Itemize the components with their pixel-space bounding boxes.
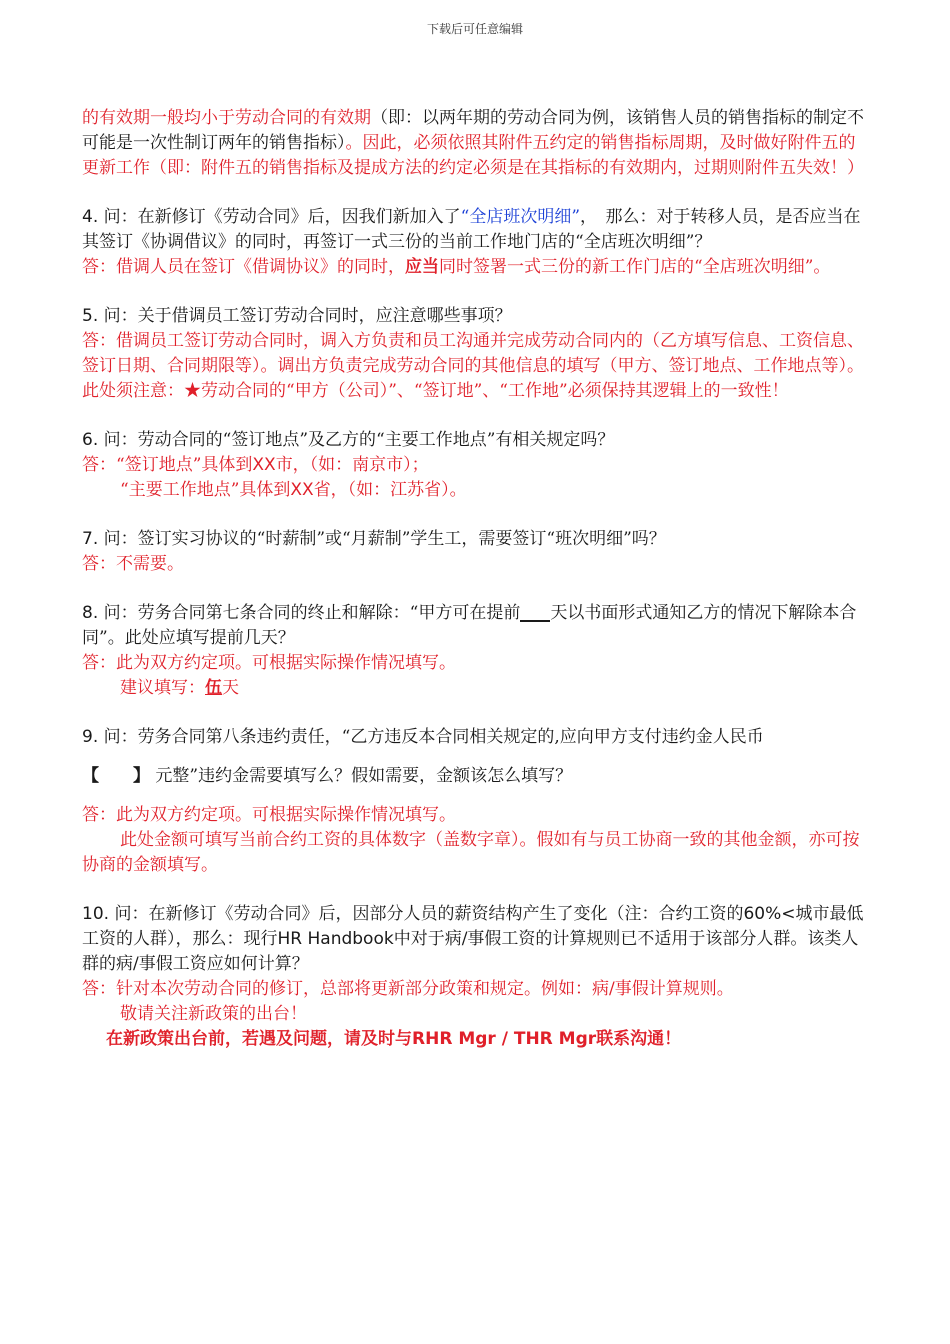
q9-answer: 答：此为双方约定项。可根据实际操作情况填写。 — [82, 805, 456, 825]
q8-suggestion-value: 伍 — [205, 678, 222, 698]
q8-suggestion — [82, 676, 872, 701]
q10-answer-note: 敬请关注新政策的出台！ — [120, 1004, 307, 1024]
q4-question — [82, 205, 872, 255]
q4-answer — [82, 255, 872, 280]
q9-bracket: 【 】 — [82, 766, 150, 786]
intro-paragraph — [82, 106, 872, 181]
q10-question-text-2: 城市最低工资的人群），那么：现行 — [82, 904, 864, 949]
q4-number: 4. — [82, 207, 99, 227]
q10-final-notice — [82, 1027, 872, 1052]
q8-number: 8. — [82, 603, 99, 623]
q6-question-text: 问：劳动合同的“签订地点”及乙方的“主要工作地点”有相关规定吗？ — [103, 430, 615, 450]
q8-suggestion-unit: 天 — [222, 678, 239, 698]
q6-answer-2-rest: 省，（如：江苏省）。 — [313, 480, 467, 500]
q4-question-highlight: “全店班次明细” — [460, 207, 581, 227]
q6-number: 6. — [82, 430, 99, 450]
q8-question-text-1: 问：劳务合同第七条合同的终止和解除：“甲方可在提前 — [103, 603, 521, 623]
q8-answer: 答：此为双方约定项。可根据实际操作情况填写。 — [82, 653, 456, 673]
intro-red-2: 。因此，必须依照其附件五约定的销售指标周期，及时做好附件五的更新工作（即：附件五的销售指标及提成方法的约定必须是在其指标的有效期内，过期则附件五失效！） — [82, 133, 864, 178]
q9-question-line-1 — [82, 725, 872, 750]
q10-final-contact: RHR Mgr / THR Mgr — [412, 1029, 597, 1049]
q4-answer-text-1: 答：借调人员在签订《借调协议》的同时， — [82, 257, 405, 277]
q8-question — [82, 601, 872, 651]
q5-answer: 答：借调员工签订劳动合同时，调入方负责和员工沟通并完成劳动合同内的（乙方填写信息、工资信息、签订日期、合同期限等）。调出方负责完成劳动合同的其他信息的填写（甲方、签订地点、工作地点等）。 — [82, 331, 864, 376]
q4-question-text-1: 问：在新修订《劳动合同》后，因我们新加入了 — [103, 207, 461, 227]
q7-question — [82, 527, 872, 552]
q10-question-hr-handbook: HR Handbook — [277, 929, 394, 949]
q6-answer-1-xx: XX — [252, 455, 276, 475]
q4-answer-bold: 应当 — [405, 257, 439, 277]
intro-black-1: （即：以两年期的劳动合同为例，该销售人员的销售指标的制定不可能是一次性制订两年的销售指标） — [82, 108, 864, 153]
q7-number: 7. — [82, 529, 99, 549]
q10-answer: 答：针对本次劳动合同的修订，总部将更新部分政策和规定。例如：病/事假计算规则。 — [82, 979, 734, 999]
intro-red-1: 的有效期一般均小于劳动合同的有效期 — [82, 108, 371, 128]
q10-number: 10. — [82, 904, 110, 924]
q6-question — [82, 428, 872, 453]
q9-answer-detail: 此处金额可填写当前合约工资的具体数字（盖数字章）。假如有与员工协商一致的其他金额，亦可按协商的金额填写。 — [82, 830, 860, 875]
q6-answer-line-2 — [82, 478, 872, 503]
q6-answer-line-1 — [82, 453, 872, 478]
q8-blank-line — [520, 602, 550, 622]
q5-note: 此处须注意：★劳动合同的“甲方（公司）”、“签订地”、“工作地”必须保持其逻辑上的一致性！ — [82, 381, 789, 401]
q10-question-percent: 60%< — [743, 904, 796, 924]
q10-final-text-1: 在新政策出台前，若遇及问题，请及时与 — [106, 1029, 412, 1049]
q9-question-line-2 — [82, 764, 872, 789]
q4-question-text-2: ， 那么：对于转移人员，是否应当在其签订《协调借议》的同时，再签订一式三份的当前工作地门店的“全店班次明细”？ — [82, 207, 861, 252]
q4-answer-text-2: 同时签署一式三份的新工作门店的“全店班次明细”。 — [439, 257, 831, 277]
q8-question-text-2: 天以书面形式通知乙方的情况下解除本合同”。此处应填写提前几天？ — [82, 603, 857, 648]
q10-question-text-1: 问：在新修订《劳动合同》后，因部分人员的薪资结构产生了变化（注：合约工资的 — [114, 904, 744, 924]
q6-answer-1-text: 答：“签订地点”具体到 — [82, 455, 253, 475]
q6-answer-2-xx: XX — [290, 480, 314, 500]
page-header: 下载后可任意编辑 — [426, 22, 523, 36]
q7-answer: 答：不需要。 — [82, 554, 184, 574]
q9-question-text-2: 元整”违约金需要填写么？假如需要，金额该怎么填写？ — [155, 766, 573, 786]
q9-question-text-1: 问：劳务合同第八条违约责任，“乙方违反本合同相关规定的,应向甲方支付违约金人民币 — [103, 727, 764, 747]
q7-question-text: 问：签订实习协议的“时薪制”或“月薪制”学生工，需要签订“班次明细”吗？ — [103, 529, 666, 549]
q5-question — [82, 304, 872, 329]
q9-number: 9. — [82, 727, 99, 747]
q10-final-text-2: 联系沟通！ — [596, 1029, 682, 1049]
q6-answer-1-rest: 市，（如：南京市）； — [275, 455, 429, 475]
q10-question-text-3: 中对于病/事假工资的计算规则已不适用于该部分人群。该类人群的病/事假工资应如何计算？ — [82, 929, 859, 974]
document-body — [82, 106, 872, 1052]
q10-question — [82, 902, 872, 977]
q6-answer-2-text: “主要工作地点”具体到 — [120, 480, 291, 500]
q8-suggestion-label: 建议填写： — [120, 678, 205, 698]
q5-number: 5. — [82, 306, 99, 326]
q5-question-text: 问：关于借调员工签订劳动合同时，应注意哪些事项？ — [103, 306, 512, 326]
